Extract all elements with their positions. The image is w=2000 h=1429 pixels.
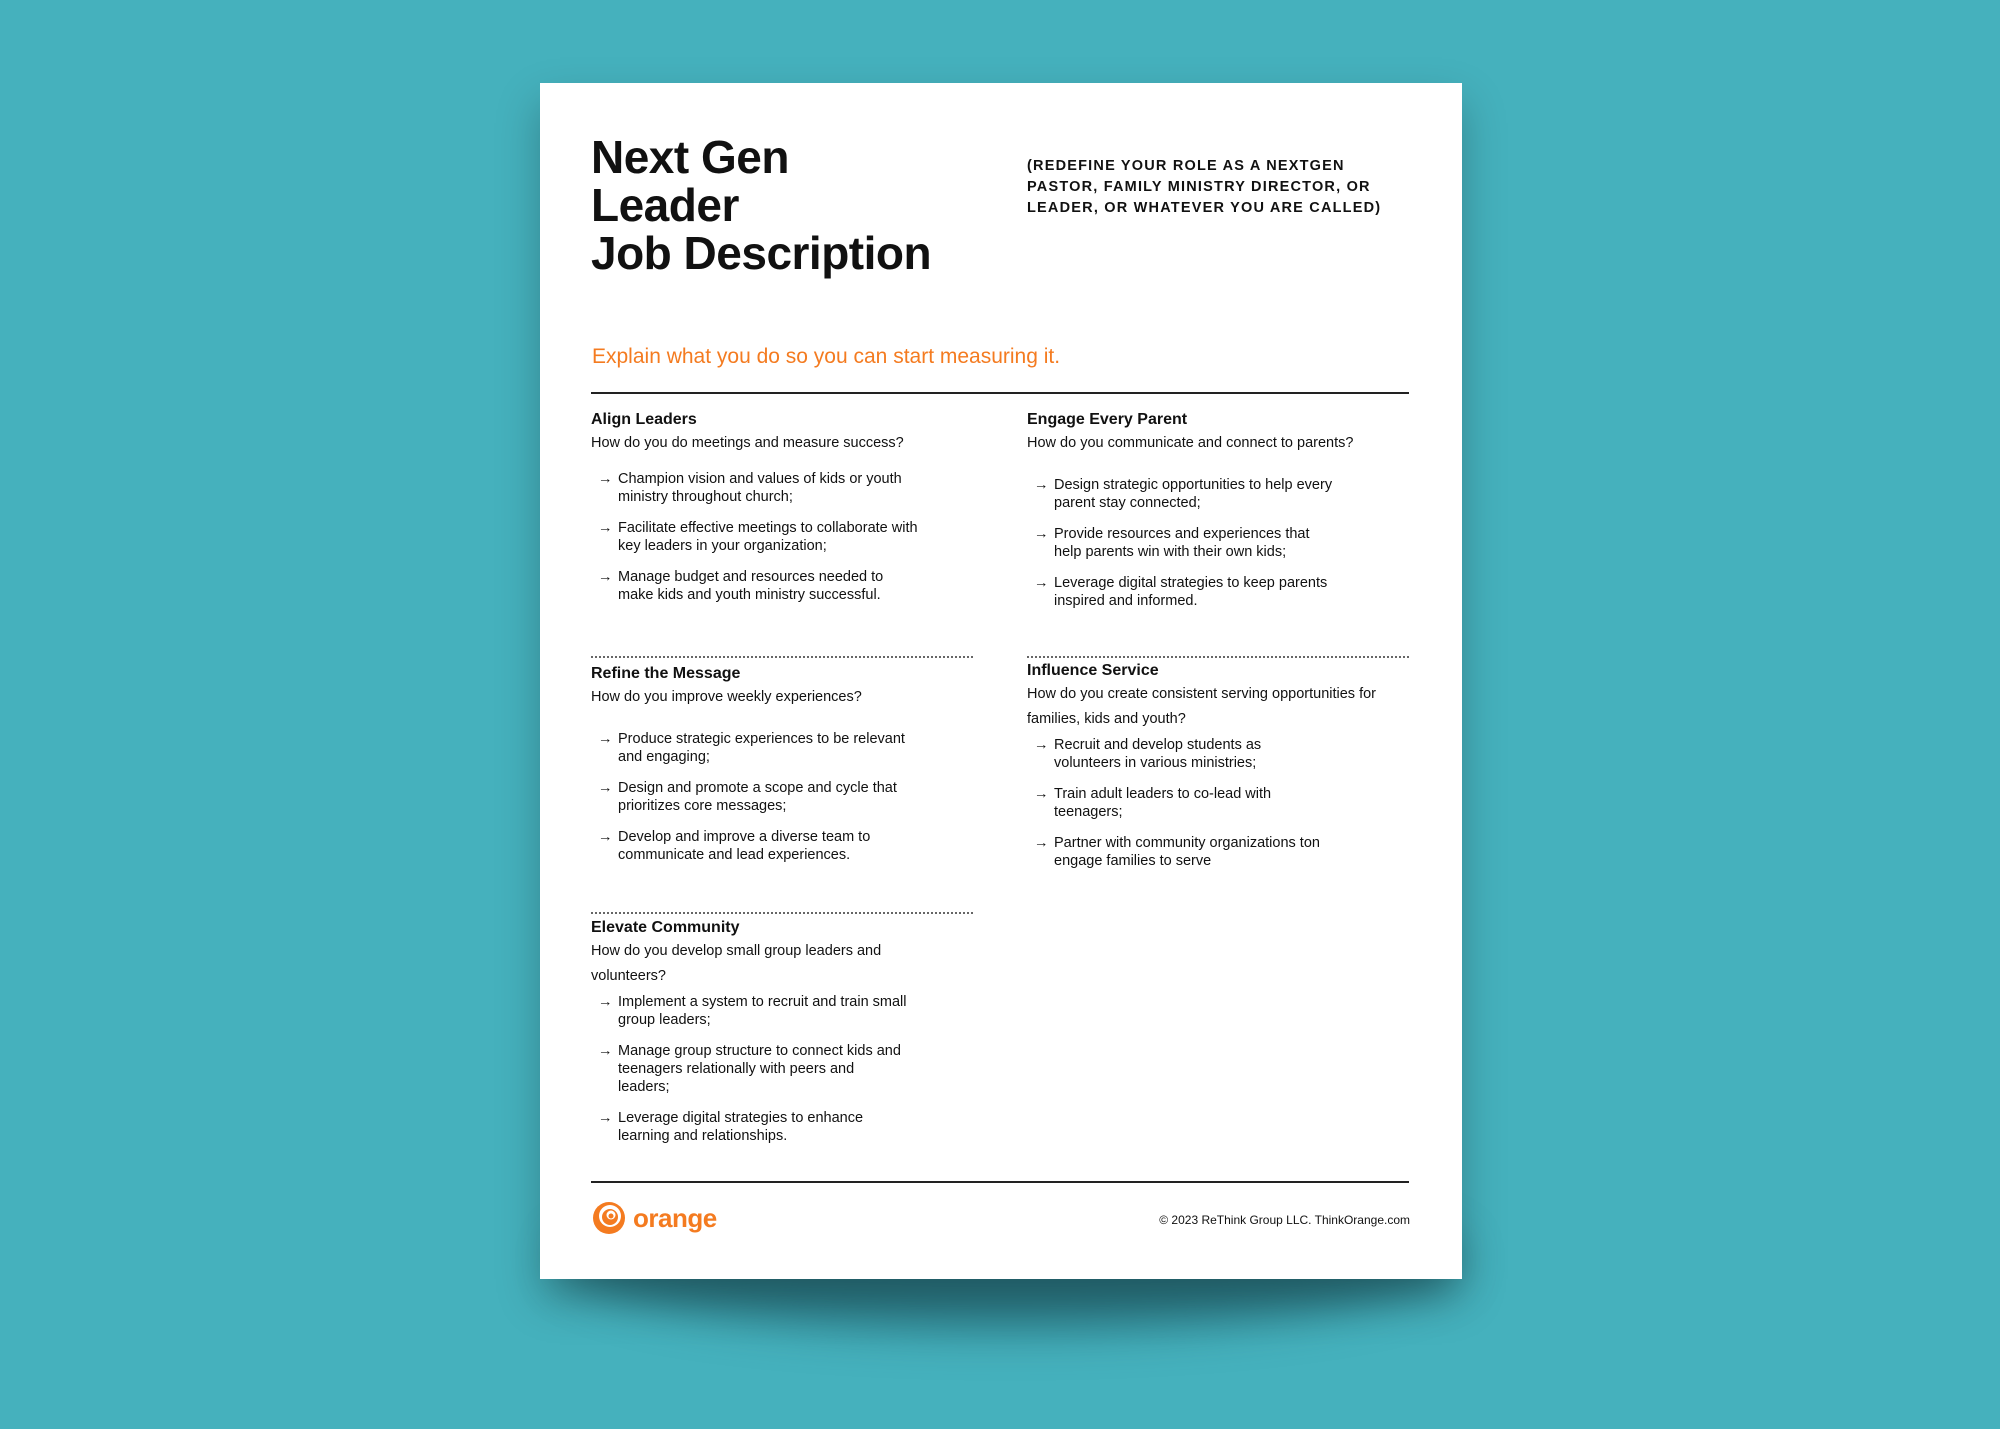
arrow-icon: → — [1034, 526, 1049, 542]
arrow-icon: → — [1034, 477, 1049, 493]
list-item: → Recruit and develop students as volunteers in various ministries; — [1027, 736, 1409, 772]
list-item: → Provide resources and experiences that help parents win with their own kids; — [1027, 525, 1409, 561]
list-item: → Implement a system to recruit and train small group leaders; — [591, 993, 973, 1029]
arrow-icon: → — [1034, 737, 1049, 753]
section-refine-message — [591, 664, 973, 877]
section-divider — [591, 912, 973, 914]
list-item: → Produce strategic experiences to be relevant and engaging; — [591, 730, 973, 766]
arrow-icon: → — [598, 731, 613, 747]
top-rule — [591, 392, 1409, 394]
logo-text: orange — [633, 1202, 717, 1233]
orange-swirl-icon — [591, 1200, 627, 1236]
arrow-icon: → — [598, 569, 613, 585]
section-title: Engage Every Parent — [1027, 411, 1188, 428]
list-item: → Manage budget and resources needed to make kids and youth ministry successful. — [591, 568, 973, 604]
section-divider — [591, 656, 973, 658]
list-item: → Facilitate effective meetings to collaborate with key leaders in your organization; — [591, 519, 973, 555]
list-item: → Leverage digital strategies to enhance learning and relationships. — [591, 1109, 973, 1145]
list-item: → Design strategic opportunities to help every parent stay connected; — [1027, 476, 1409, 512]
section-title: Align Leaders — [591, 411, 697, 428]
section-engage-parent — [1027, 410, 1409, 623]
section-question: How do you create consistent serving opportunities for families, kids and youth? — [1027, 686, 1376, 727]
document-title — [591, 133, 931, 277]
arrow-icon: → — [1034, 786, 1049, 802]
section-align-leaders — [591, 410, 973, 617]
arrow-icon: → — [598, 471, 613, 487]
title-line-3: Job Description — [591, 227, 932, 279]
section-list — [1027, 476, 1409, 610]
arrow-icon: → — [1034, 575, 1049, 591]
arrow-icon: → — [598, 994, 613, 1010]
title-line-2: Leader — [591, 179, 739, 231]
tagline: Explain what you do so you can start measuring it. — [592, 345, 1061, 368]
list-item: → Leverage digital strategies to keep parents inspired and informed. — [1027, 574, 1409, 610]
list-item: → Train adult leaders to co-lead with teenagers; — [1027, 785, 1409, 821]
list-item: → Develop and improve a diverse team to communicate and lead experiences. — [591, 828, 973, 864]
arrow-icon: → — [1034, 835, 1049, 851]
section-question: How do you develop small group leaders and volunteers? — [591, 943, 882, 984]
title-line-1: Next Gen — [591, 131, 789, 183]
section-list — [591, 993, 973, 1145]
orange-logo — [591, 1200, 717, 1236]
section-title: Refine the Message — [591, 665, 741, 682]
arrow-icon: → — [598, 829, 613, 845]
bottom-rule — [591, 1181, 1409, 1183]
document-sheet — [540, 83, 1462, 1279]
section-question: How do you communicate and connect to parents? — [1027, 435, 1354, 451]
arrow-icon: → — [598, 1110, 613, 1126]
section-title: Influence Service — [1027, 662, 1159, 679]
list-item: → Manage group structure to connect kids and teenagers relationally with peers and leaders; — [591, 1042, 973, 1096]
arrow-icon: → — [598, 1043, 613, 1059]
section-divider — [1027, 656, 1409, 658]
role-note: (REDEFINE YOUR ROLE AS A NEXTGEN PASTOR, FAMILY MINISTRY DIRECTOR, OR LEADER, OR WHATEVER YOU ARE CALLED) — [1027, 158, 1382, 216]
arrow-icon: → — [598, 520, 613, 536]
section-question: How do you do meetings and measure success? — [591, 435, 904, 451]
section-list — [591, 730, 973, 864]
list-item: → Partner with community organizations ton engage families to serve — [1027, 834, 1409, 870]
section-influence-service — [1027, 661, 1409, 883]
section-list — [1027, 736, 1409, 870]
copyright: © 2023 ReThink Group LLC. ThinkOrange.com — [1159, 1213, 1410, 1227]
arrow-icon: → — [598, 780, 613, 796]
section-elevate-community — [591, 918, 973, 1158]
list-item: → Design and promote a scope and cycle that prioritizes core messages; — [591, 779, 973, 815]
section-question: How do you improve weekly experiences? — [591, 689, 862, 705]
section-list — [591, 470, 973, 604]
list-item: → Champion vision and values of kids or youth ministry throughout church; — [591, 470, 973, 506]
section-title: Elevate Community — [591, 919, 740, 936]
